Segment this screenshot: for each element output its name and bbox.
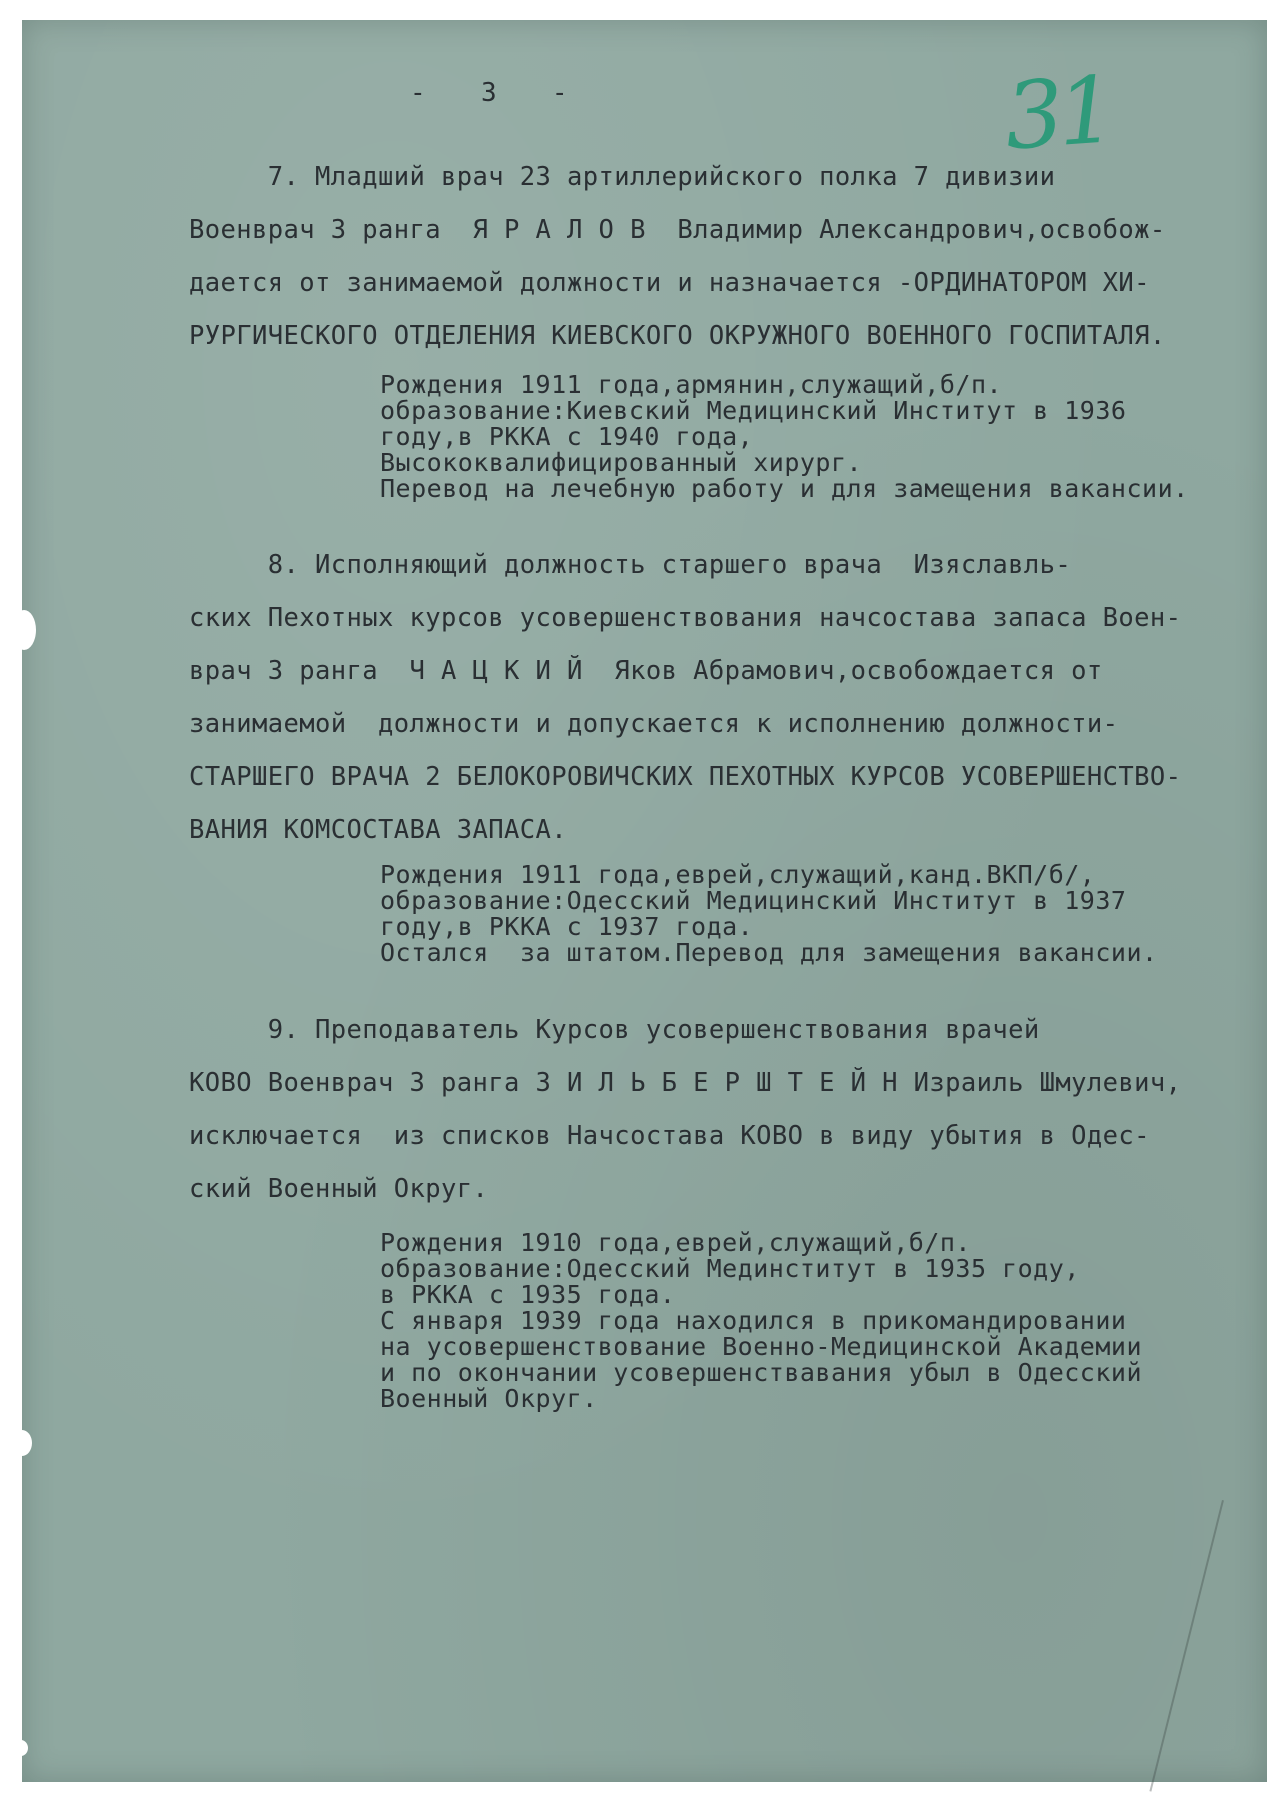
item-8-note-line: Рождения 1911 года,еврей,служащий,канд.ВКП/б/, <box>380 860 1096 889</box>
item-7-note-line: Высококвалифицированный хирург. <box>380 448 863 477</box>
item-8-note-line: году,в РККА с 1937 года. <box>380 912 754 941</box>
handwritten-folio-number: 31 <box>1001 56 1114 171</box>
item-9-line: КОВО Военврач 3 ранга З И Л Ь Б Е Р Ш Т Е Й Н Израиль Шмулевич, <box>189 1068 1182 1098</box>
item-9-note-line: Рождения 1910 года,еврей,служащий,б/п. <box>380 1228 971 1257</box>
item-8-note-line: Остался за штатом.Перевод для замещения вакансии. <box>380 938 1158 967</box>
item-9-note-line: С января 1939 года находился в прикомандировании <box>380 1306 1127 1335</box>
item-7-line: дается от занимаемой должности и назначается -ОРДИНАТОРОМ ХИ- <box>189 268 1150 298</box>
item-7-note-line: Перевод на лечебную работу и для замещения вакансии. <box>380 474 1189 503</box>
item-9-note-line: образование:Одесский Мединститут в 1935 году, <box>380 1254 1080 1283</box>
item-7-note-line: образование:Киевский Медицинский Институт в 1936 <box>380 396 1127 425</box>
item-8-line: СТАРШЕГО ВРАЧА 2 БЕЛОКОРОВИЧСКИХ ПЕХОТНЫХ КУРСОВ УСОВЕРШЕНСТВО- <box>189 762 1182 792</box>
binding-hole <box>12 610 36 650</box>
binding-hole <box>14 1740 28 1756</box>
item-7-line: Военврач 3 ранга Я Р А Л О В Владимир Александрович,освобож- <box>189 215 1166 245</box>
item-9-line: ский Военный Округ. <box>189 1174 489 1204</box>
item-9-note-line: и по окончании усовершенствавания убыл в Одесский <box>380 1358 1143 1387</box>
item-8-note-line: образование:Одесский Медицинский Институт в 1937 <box>380 886 1127 915</box>
item-9-line: исключается из списков Начсостава КОВО в виду убытия в Одес- <box>189 1121 1150 1151</box>
item-9-line: 9. Преподаватель Курсов усовершенствования врачей <box>189 1015 1040 1045</box>
item-9-note-line: в РККА с 1935 года. <box>380 1280 676 1309</box>
item-7-note-line: Рождения 1911 года,армянин,служащий,б/п. <box>380 370 1003 399</box>
item-9-note-line: Военный Округ. <box>380 1384 598 1413</box>
page-number: - 3 - <box>410 78 576 108</box>
item-8-line: ВАНИЯ КОМСОСТАВА ЗАПАСА. <box>189 815 568 845</box>
item-8-line: занимаемой должности и допускается к исполнению должности- <box>189 709 1119 739</box>
item-8-line: врач 3 ранга Ч А Ц К И Й Яков Абрамович,освобождается от <box>189 656 1103 686</box>
item-7-line: 7. Младший врач 23 артиллерийского полка 7 дивизии <box>189 162 1056 192</box>
item-7-line: РУРГИЧЕСКОГО ОТДЕЛЕНИЯ КИЕВСКОГО ОКРУЖНОГО ВОЕННОГО ГОСПИТАЛЯ. <box>189 321 1166 351</box>
item-8-line: ских Пехотных курсов усовершенствования начсостава запаса Воен- <box>189 603 1182 633</box>
item-8-line: 8. Исполняющий должность старшего врача Изяславль- <box>189 550 1072 580</box>
item-7-note-line: году,в РККА с 1940 года, <box>380 422 754 451</box>
binding-hole <box>12 1430 32 1456</box>
item-9-note-line: на усовершенствование Военно-Медицинской Академии <box>380 1332 1143 1361</box>
paper-fold-mark <box>1149 1500 1224 1792</box>
